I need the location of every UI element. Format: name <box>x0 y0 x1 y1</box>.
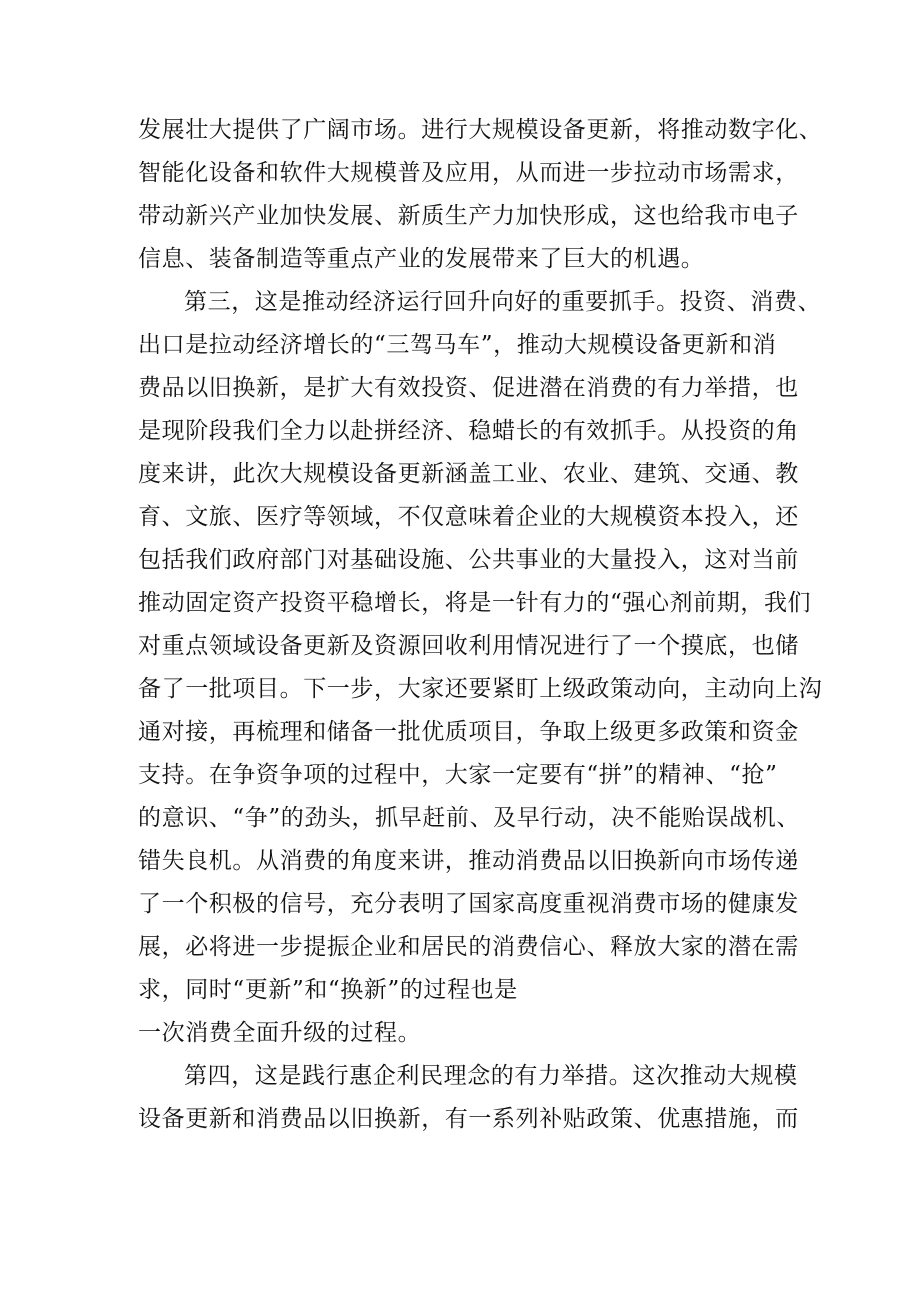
paragraph-line: 设备更新和消费品以旧换新，有一系列补贴政策、优惠措施，而 <box>138 1106 799 1132</box>
paragraph-line: 第三，这是推动经济运行回升向好的重要抓手。投资、消费、 <box>184 289 822 315</box>
paragraph-line: 了一个积极的信号，充分表明了国家高度重视消费市场的健康发 <box>138 891 799 917</box>
paragraph-line: 推动固定资产投资平稳增长，将是一针有力的“强心剂前期，我们 <box>138 590 812 616</box>
paragraph-line: 带动新兴产业加快发展、新质生产力加快形成，这也给我市电子 <box>138 203 799 229</box>
paragraph-line: 度来讲，此次大规模设备更新涵盖工业、农业、建筑、交通、教 <box>138 461 799 487</box>
paragraph-line: 对重点领域设备更新及资源回收利用情况进行了一个摸底，也储 <box>138 633 799 659</box>
paragraph-line: 发展壮大提供了广阔市场。进行大规模设备更新，将推动数字化、 <box>138 117 823 143</box>
paragraph-line: 一次消费全面升级的过程。 <box>138 1020 422 1046</box>
paragraph-line: 第四，这是践行惠企利民理念的有力举措。这次推动大规模 <box>184 1063 798 1089</box>
paragraph-line: 信息、装备制造等重点产业的发展带来了巨大的机遇。 <box>138 246 705 272</box>
paragraph-line: 的意识、“争”的劲头，抓早赶前、及早行动，决不能贻误战机、 <box>138 805 800 831</box>
paragraph-line: 育、文旅、医疗等领域，不仅意味着企业的大规模资本投入，还 <box>138 504 799 530</box>
paragraph-line: 支持。在争资争项的过程中，大家一定要有“拼”的精神、“抢” <box>138 762 778 788</box>
paragraph-line: 包括我们政府部门对基础设施、公共事业的大量投入，这对当前 <box>138 547 799 573</box>
paragraph-line: 展，必将进一步提振企业和居民的消费信心、释放大家的潜在需 <box>138 934 799 960</box>
paragraph-line: 是现阶段我们全力以赴拼经济、稳蜡长的有效抓手。从投资的角 <box>138 418 799 444</box>
paragraph-line: 通对接，再梳理和储备一批优质项目，争取上级更多政策和资金 <box>138 719 799 745</box>
paragraph-line: 智能化设备和软件大规模普及应用，从而进一步拉动市场需求， <box>138 160 799 186</box>
paragraph-line: 求，同时“更新”和“换新”的过程也是 <box>138 977 518 1003</box>
paragraph-line: 费品以旧换新，是扩大有效投资、促进潜在消费的有力举措，也 <box>138 375 799 401</box>
paragraph-line: 出口是拉动经济增长的“三驾马车”，推动大规模设备更新和消 <box>138 332 777 358</box>
paragraph-line: 备了一批项目。下一步，大家还要紧盯上级政策动向，主动向上沟 <box>138 676 823 702</box>
paragraph-line: 错失良机。从消费的角度来讲，推动消费品以旧换新向市场传递 <box>138 848 799 874</box>
